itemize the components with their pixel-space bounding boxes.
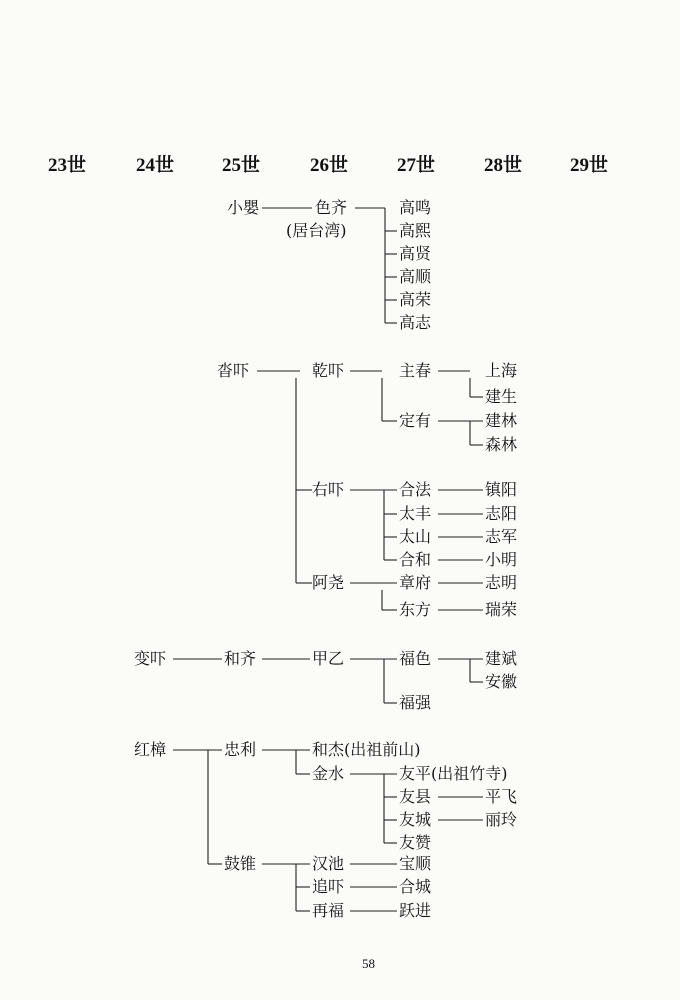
generation-header-28: 28世 — [484, 155, 523, 176]
person-name: 阿尧 — [312, 573, 345, 592]
generation-header-25: 25世 — [222, 155, 261, 176]
person-name: 建斌 — [485, 649, 518, 668]
person-name: 森林 — [485, 435, 518, 454]
person-name: 福色 — [399, 649, 432, 668]
person-name: 丽玲 — [485, 810, 518, 829]
person-name: 小明 — [485, 550, 518, 569]
person-name: 太丰 — [399, 504, 432, 523]
page-number: 58 — [362, 956, 375, 971]
person-name: 合城 — [399, 877, 432, 896]
person-name: 上海 — [485, 361, 518, 380]
person-note: (居台湾) — [286, 221, 347, 240]
person-name: 章府 — [399, 573, 432, 592]
person-name: 汉池 — [312, 854, 345, 873]
person-name: 色齐 — [315, 198, 348, 217]
person-name: 合法 — [399, 480, 432, 499]
person-name: 建林 — [485, 411, 518, 430]
person-name: 友平(出祖竹寺) — [399, 764, 508, 783]
person-name: 再福 — [312, 901, 345, 920]
person-name: 追吓 — [312, 877, 345, 896]
person-name: 和齐 — [224, 649, 257, 668]
person-name: 变吓 — [134, 649, 167, 668]
person-name: 安徽 — [485, 672, 518, 691]
person-name: 乾吓 — [312, 361, 345, 380]
person-name: 高志 — [399, 313, 432, 332]
person-name: 高鸣 — [399, 198, 432, 217]
person-name: 忠利 — [224, 740, 257, 759]
person-name: 甲乙 — [312, 649, 345, 668]
generation-header-26: 26世 — [310, 155, 349, 176]
person-name: 瑞荣 — [485, 600, 518, 619]
person-name: 志阳 — [485, 504, 518, 523]
person-name: 福强 — [399, 693, 432, 712]
generation-header-27: 27世 — [397, 155, 436, 176]
person-name: 高顺 — [399, 267, 432, 286]
person-name: 镇阳 — [485, 480, 518, 499]
person-name: 小嬰 — [227, 198, 260, 217]
generation-header-23: 23世 — [48, 155, 87, 176]
person-name: 志军 — [485, 527, 518, 546]
person-name: 主春 — [399, 361, 432, 380]
person-name: 红樟 — [134, 740, 167, 759]
generation-header-29: 29世 — [570, 155, 609, 176]
person-name: 志明 — [485, 573, 518, 592]
person-name: 友县 — [399, 787, 432, 806]
person-name: 和杰(出祖前山) — [312, 740, 421, 759]
person-name: 沓吓 — [217, 361, 250, 380]
person-name: 金水 — [312, 764, 345, 783]
person-name: 跃进 — [399, 901, 432, 920]
person-name: 友城 — [399, 810, 432, 829]
person-name: 鼓锥 — [224, 854, 257, 873]
person-name: 高荣 — [399, 290, 432, 309]
person-name: 高贤 — [399, 244, 432, 263]
person-name: 合和 — [399, 550, 432, 569]
person-name: 建生 — [485, 387, 518, 406]
generation-header-24: 24世 — [136, 155, 175, 176]
person-name: 太山 — [399, 527, 432, 546]
person-name: 东方 — [399, 600, 432, 619]
person-name: 平飞 — [485, 787, 518, 806]
person-name: 友赞 — [399, 833, 432, 852]
person-name: 右吓 — [312, 480, 345, 499]
person-name: 定有 — [399, 411, 432, 430]
person-name: 高熙 — [399, 221, 432, 240]
person-name: 宝顺 — [399, 854, 432, 873]
